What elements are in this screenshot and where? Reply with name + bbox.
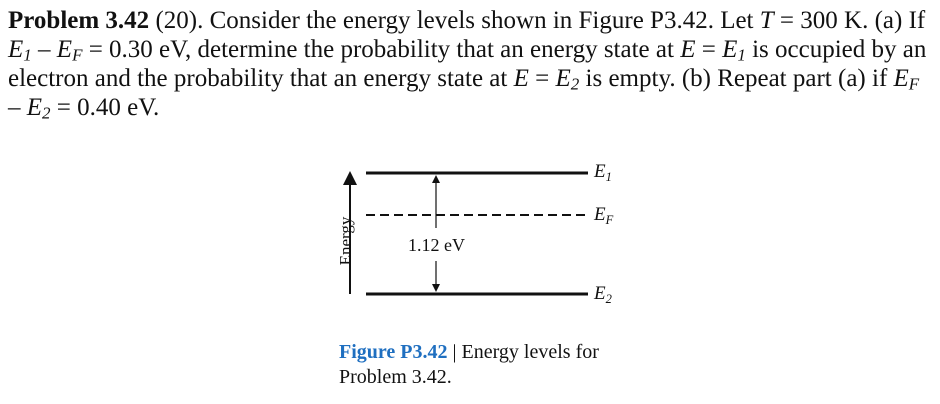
energy-diagram-graphic [330, 156, 630, 296]
problem-text: = 300 K. (a) If [779, 7, 926, 34]
level-label-e2: $E_2$ [594, 283, 612, 306]
math-operator: = [701, 36, 716, 63]
energy-axis-label: Energy [336, 216, 355, 266]
math-symbol: $E_F$ [893, 65, 920, 94]
math-symbol: $E_2$ [26, 94, 51, 123]
math-operator: = [535, 65, 550, 92]
caption-separator: | [447, 341, 462, 363]
level-label-e1: $E_1$ [594, 161, 612, 184]
problem-text: Consider the energy levels shown in Figure P3.42. Let [209, 7, 754, 34]
math-symbol: E [513, 65, 529, 92]
problem-text: is empty. (b) Repeat part (a) if [585, 65, 888, 92]
problem-text: = 0.30 eV, determine the probability that an energy state at [88, 36, 674, 63]
math-operator: – [38, 36, 51, 63]
problem-label: Problem 3.42 [8, 7, 150, 34]
level-label-ef: $E_F$ [594, 204, 614, 227]
band-gap-label: 1.12 eV [408, 235, 465, 255]
figure-caption [339, 340, 629, 390]
math-symbol: $E_2$ [555, 65, 580, 94]
energy-level-diagram [330, 156, 630, 306]
problem-text: is occupied by an electron and the probability that an energy state at [8, 36, 927, 92]
math-symbol: E [680, 36, 696, 63]
problem-text: = 0.40 eV. [56, 94, 160, 121]
temperature-symbol: T [759, 7, 774, 34]
problem-statement [8, 6, 932, 122]
math-operator: – [8, 94, 21, 121]
caption-figure-ref: Figure P3.42 [339, 341, 448, 363]
problem-points: (20). [155, 7, 204, 34]
math-symbol: $E_1$ [8, 36, 32, 65]
caption-text: Energy levels for Problem 3.42. [339, 341, 599, 388]
math-symbol: $E_F$ [56, 36, 83, 65]
math-symbol: $E_1$ [722, 36, 746, 65]
